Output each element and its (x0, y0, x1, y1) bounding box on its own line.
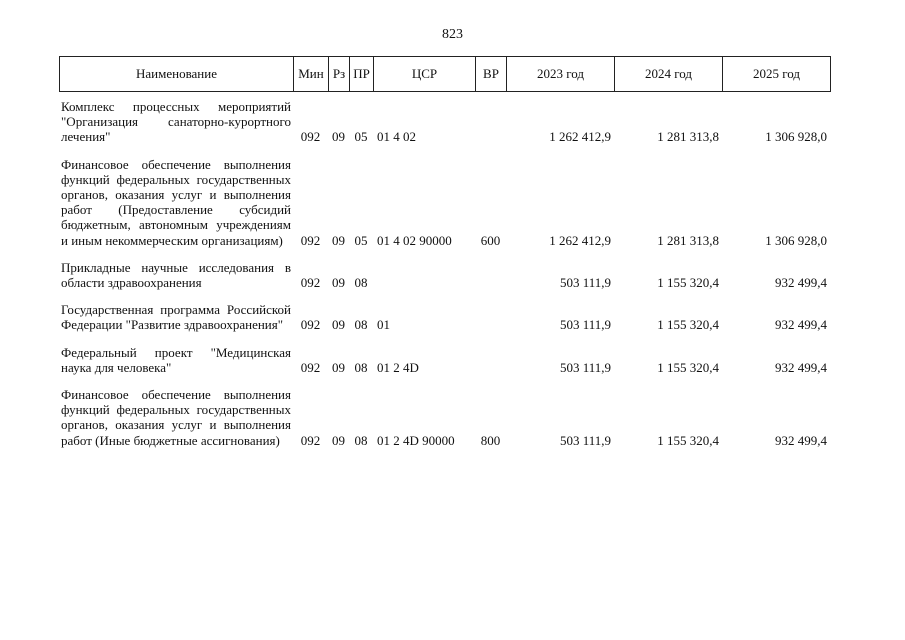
row-2023: 1 262 412,9 (549, 232, 611, 248)
row-min: 092 (300, 359, 321, 375)
row-2025: 1 306 928,0 (765, 232, 827, 248)
table-row (59, 99, 830, 157)
row-vr (475, 302, 506, 344)
row-min: 092 (300, 317, 321, 333)
row-min: 092 (300, 232, 321, 248)
row-csr (373, 260, 475, 302)
row-min: 092 (300, 275, 321, 291)
row-2023: 1 262 412,9 (549, 129, 611, 145)
row-name: Финансовое обеспечение выполнения функций федеральных государственных органов, оказания услуг и выполнения работ (Предоставление субсидий бюджетным, автономным учреждениям и иным некоммерческим организациям) (61, 156, 291, 248)
row-rz: 09 (332, 432, 345, 448)
table-row (59, 260, 830, 302)
row-2023: 503 111,9 (559, 317, 611, 333)
row-2024: 1 281 313,8 (657, 232, 719, 248)
row-vr: 800 (480, 432, 501, 448)
table-row (59, 302, 830, 344)
row-min: 092 (300, 432, 321, 448)
row-2024: 1 155 320,4 (657, 432, 719, 448)
row-pr: 08 (354, 317, 368, 333)
row-name: Финансовое обеспечение выполнения функций федеральных государственных органов, оказания услуг и выполнения работ (Иные бюджетные ассигнования) (61, 387, 291, 448)
column-header-rz: Рз (329, 57, 350, 92)
row-vr: 600 (480, 232, 501, 248)
row-2023: 503 111,9 (559, 432, 611, 448)
row-pr: 08 (354, 432, 368, 448)
row-csr: 01 4 02 90000 (377, 232, 452, 248)
row-2025: 932 499,4 (775, 317, 827, 333)
table-row (59, 345, 830, 387)
table-row (59, 157, 830, 260)
column-header-vr: ВР (476, 57, 507, 92)
table-row (59, 387, 830, 460)
column-header-2025: 2025 год (723, 57, 831, 92)
row-min: 092 (300, 129, 321, 145)
budget-table (59, 99, 830, 460)
column-header-2023: 2023 год (507, 57, 615, 92)
row-csr: 01 2 4D (377, 359, 419, 375)
row-pr: 08 (354, 275, 368, 291)
row-rz: 09 (332, 359, 345, 375)
row-vr (475, 345, 506, 387)
row-name: Прикладные научные исследования в области здравоохранения (61, 259, 291, 291)
column-header-2024: 2024 год (615, 57, 723, 92)
row-rz: 09 (332, 275, 345, 291)
row-rz: 09 (332, 129, 345, 145)
table-header (59, 56, 831, 92)
row-csr: 01 (377, 317, 390, 333)
row-2024: 1 155 320,4 (657, 317, 719, 333)
row-2024: 1 281 313,8 (657, 129, 719, 145)
row-pr: 05 (354, 129, 368, 145)
column-header-csr: ЦСР (374, 57, 476, 92)
column-header-name: Наименование (60, 57, 294, 92)
row-name: Федеральный проект "Медицинская наука для человека" (61, 344, 291, 375)
row-name: Государственная программа Российской Федерации "Развитие здравоохранения" (61, 302, 291, 333)
row-2023: 503 111,9 (559, 359, 611, 375)
row-2023: 503 111,9 (559, 275, 611, 291)
row-2024: 1 155 320,4 (657, 275, 719, 291)
row-pr: 05 (354, 232, 368, 248)
row-2025: 932 499,4 (775, 275, 827, 291)
row-rz: 09 (332, 232, 345, 248)
row-pr: 08 (354, 359, 368, 375)
row-csr: 01 2 4D 90000 (377, 432, 455, 448)
page-number: 823 (442, 27, 463, 42)
row-2025: 932 499,4 (775, 359, 827, 375)
row-2025: 1 306 928,0 (765, 129, 827, 145)
row-vr (475, 260, 506, 302)
row-rz: 09 (332, 317, 345, 333)
row-name: Комплекс процессных мероприятий "Организация санаторно-курортного лечения" (61, 99, 291, 145)
row-2024: 1 155 320,4 (657, 359, 719, 375)
row-vr (475, 99, 506, 157)
column-header-pr: ПР (350, 57, 374, 92)
row-2025: 932 499,4 (775, 432, 827, 448)
column-header-min: Мин (294, 57, 329, 92)
row-csr: 01 4 02 (377, 129, 416, 145)
